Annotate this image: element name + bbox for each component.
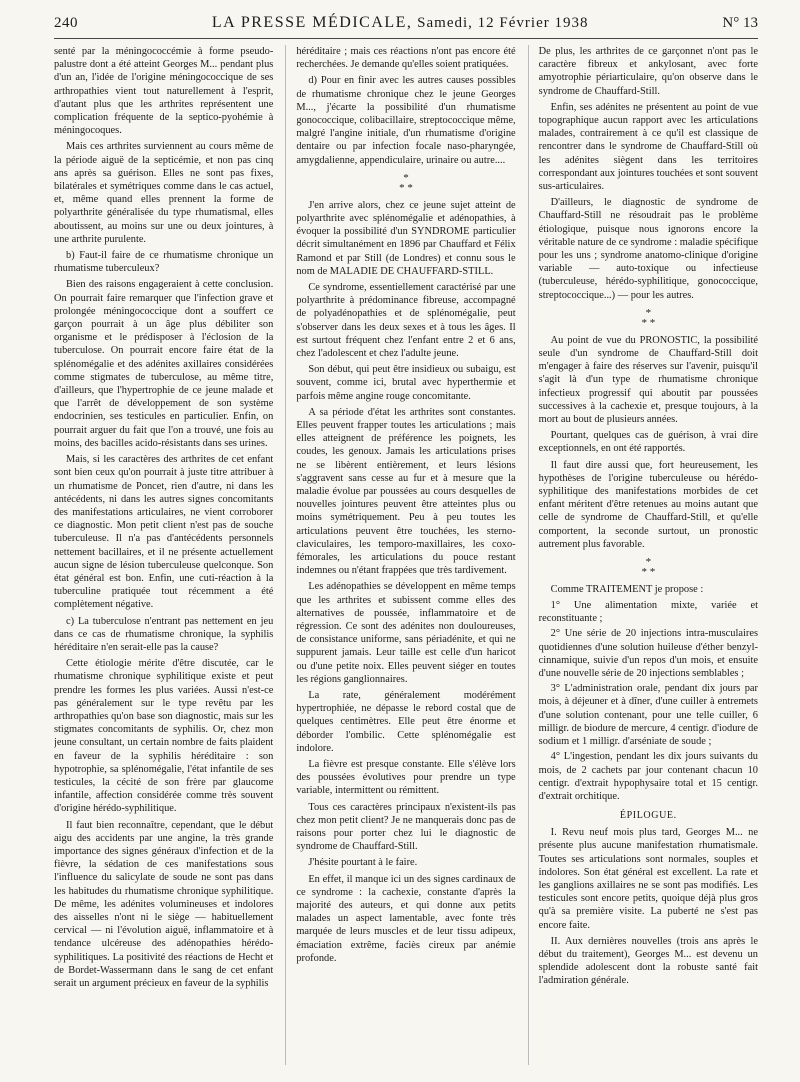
issue-number: N° 13 [722, 15, 758, 31]
paragraph: Ce syndrome, essentiellement caractérisé par une polyarthrite à prédominance fibreuse, accompagné de polyadénopathies et de splénomégalie, peut s'observer dans les deux sexes et à tous les âges. Il est surtout fréquent chez l'enfant entre 2 et 6 ans, chez l'adolescent et chez l'adulte jeune. [296, 281, 516, 359]
journal-title: LA PRESSE MÉDICALE, [211, 14, 413, 31]
treatment-item: 4° L'ingestion, pendant les dix jours suivants du mois, de 2 cachets par jour contenant chacun 10 centigr. d'extrait hypophysaire total et 15 centigr. d'extrait orchitique. [538, 751, 758, 802]
column-1 [54, 45, 273, 1065]
treatment-item: 1° Une alimentation mixte, variée et reconstituante ; [538, 600, 758, 625]
paragraph: Il faut bien reconnaître, cependant, que le début aigu des accidents par une angine, la très grande importance des signes généraux d'infection et de la fièvre, la sédation de ces manifestations sous l'influence du salicylate de soude ne sont pas dans les habitudes du rhumatisme chronique syphilitique. De même, les adénites volumineuses et indolores des aisselles n'ont ni le siège — habituellement cervical — ni l'évolution aiguë, inflammatoire et à tendance ulcéreuse des adénopathies hérédo-syphilitiques. La positivité des réactions de Hecht et de Bordet-Wassermann dans le sang de cet enfant serait un argument précieux en faveur de la syphilis [54, 819, 274, 990]
column-3 [528, 45, 758, 1065]
paragraph: c) La tuberculose n'entrant pas nettement en jeu dans ce cas de rhumatisme chronique, la syphilis héréditaire n'en serait-elle pas la cause? [54, 615, 274, 653]
paragraph: Cette étiologie mérite d'être discutée, car le rhumatisme chronique syphilitique existe et peut prendre les formes les plus variées. Aussi n'est-ce pas généralement sur le type revêtu par les arthropathies qu'on base son diagnostic, mais sur les stigmates concomitants de syphilis. Or, chez mon jeune consultant, un certain nombre de faits plaident en faveur de la syphilis héréditaire : son hypotrophie, sa splénomégalie, l'état infantile de ses testicules, la cécité de son frère par glaucome infantile, affection considérée comme très souvent d'origine hérédo-syphilitique. [54, 658, 274, 815]
paragraph: J'hésite pourtant à le faire. [308, 857, 418, 869]
treatment-item: 2° Une série de 20 injections intra-musculaires quotidiennes d'une solution huileuse d'éther benzyl-cinnamique, suivie d'un repos d'un mois, et ensuite d'une nouvelle série de 20 injections semblables ; [538, 628, 758, 680]
paragraph: I. Revu neuf mois plus tard, Georges M... ne présente plus aucune manifestation rhumatismale. Toutes ses articulations sont normales, souples et indolores. Son état général est excellent. La rate et les ganglions axillaires ne se sont pas modifiés. Les testicules sont encore petits, quoique déjà plus gros qu'à sa première visite. La puberté ne s'est pas encore faite. [538, 827, 758, 931]
article-columns [54, 45, 758, 1065]
paragraph: A sa période d'état les arthrites sont constantes. Elles peuvent frapper toutes les articulations ; mais elles atteignent de préférence les poignets, les coudes, les genoux. Jamais les articulations prises ne se libèrent entièrement, et leurs lésions s'aggravent sans cesse au fur et à mesure que la maladie évolue par poussées au cours desquelles de nouvelles jointures peuvent être atteintes plus ou moins symétriquement. Peu à peu toutes les articulations peuvent être touchées, les sterno-claviculaires, les temporo-maxillaires, les coxo-fémorales, les articulations du pouce restant indemnes ou n'étant frappées que très tardivement. [296, 406, 516, 577]
section-separator-asterism: * * * [399, 171, 413, 195]
section-separator-asterism: * * * [641, 555, 656, 579]
page-number: 240 [54, 15, 78, 31]
paragraph: Pourtant, quelques cas de guérison, à vrai dire exceptionnels, en ont été rapportés. [538, 430, 758, 455]
page-header [54, 14, 758, 39]
paragraph: Au point de vue du PRONOSTIC, la possibilité seule d'un syndrome de Chauffard-Still doit m'engager à faire des réserves sur l'avenir, puisqu'il s'agit là d'un type de rhumatisme chronique infectieux progressif qui aboutit par poussées successives à la cachexie et, presque toujours, à la mort au bout de plusieurs années. [538, 334, 758, 425]
paragraph: Enfin, ses adénites ne présentent au point de vue topographique aucun rapport avec les articulations malades, contrairement à ce qu'il est classique de rencontrer dans le syndrome de Chauffard-Still où les adénites siègent dans les territoires correspondant aux jointures touchées et sont souvent sus-articulaires. [538, 101, 758, 193]
paragraph: b) Faut-il faire de ce rhumatisme chronique un rhumatisme tuberculeux? [54, 250, 274, 275]
section-separator-asterism: * * * [641, 306, 656, 330]
paragraph: Il faut dire aussi que, fort heureusement, les hypothèses de l'origine tuberculeuse ou hérédo-syphilitique des manifestations morbides de cet enfant méritent d'être retenues au moins autant que celle de syndrome de Chauffard-Still, et qu'elle comportent, la seconde surtout, un pronostic autrement plus favorable. [538, 459, 758, 550]
paragraph: En effet, il manque ici un des signes cardinaux de ce syndrome : la cachexie, constante d'après la majorité des auteurs, et qui donne aux petits malades un aspect lamentable, avec fonte très marquée de leurs muscles et de leur tissu adipeux, émaciation extrême, faciès cireux par anémie profonde. [296, 873, 516, 964]
paragraph: De plus, les arthrites de ce garçonnet n'ont pas le caractère fibreux et ankylosant, avec forte amyotrophie périarticulaire, qu'on observe dans le syndrome de Chauffard-Still. [538, 46, 758, 97]
paragraph: II. Aux dernières nouvelles (trois ans après le début du traitement), Georges M... est devenu un splendide adolescent dont la robuste santé fait l'admiration générale. [538, 935, 758, 987]
paragraph: héréditaire ; mais ces réactions n'ont pas encore été recherchées. Je demande qu'elles soient pratiquées. [296, 46, 516, 71]
paragraph: Tous ces caractères principaux n'existent-ils pas chez mon petit client? Je ne manquerais donc pas de raisons pour porter chez lui le diagnostic de syndrome de Chauffard-Still. [296, 801, 516, 853]
paragraph: Bien des raisons engageraient à cette conclusion. On pourrait faire remarquer que l'infection grave et prolongée méningococcique dont a souffert ce garçon pourrait à un âge plus débiliter son organisme et le prédisposer à l'éclosion de la tuberculose. On pourrait encore faire état de la splénomégalie et des adénites axillaires considérées comme stigmates de tuberculose, au même titre, d'ailleurs, que l'hypertrophie de ce jeune malade et que l'arrêt de développement de son système endocrinien, ses testicules en particulier. Enfin, on pourrait arguer du fait que l'on a trouvé, une fois au moins, des bacilles acido-résistants dans ses urines. [54, 279, 274, 449]
column-2 [285, 45, 515, 1065]
paragraph: J'en arrive alors, chez ce jeune sujet atteint de polyarthrite avec splénomégalie et adénopathies, à évoquer la possibilité d'un SYNDROME particulier décrit simultanément en 1896 par Chauffard et Félix Ramond et par Still (de Londres) et connu sous le nom de MALADIE DE CHAUFFARD-STILL. [296, 199, 516, 277]
treatment-intro: Comme TRAITEMENT je propose : [550, 583, 704, 595]
paragraph: La rate, généralement modérément hypertrophiée, ne dépasse le rebord costal que de quelques centimètres. Elle peut être énorme et déborder l'ombilic. Cette splénomégalie est indolore. [296, 690, 516, 754]
paragraph: Mais ces arthrites surviennent au cours même de la période aiguë de la septicémie, et non pas cinq ans après sa guérison. Elles ne sont pas fixes, bilatérales et symétriques comme dans le cas actuel, et, même quand elles prennent la forme de polyarthrite généralisée du type rhumatismal, elles aboutissent, au moins sur une ou deux jointures, à une arthrite purulente. [54, 141, 274, 245]
issue-date: Samedi, 12 Février 1938 [417, 15, 589, 31]
treatment-item: 3° L'administration orale, pendant dix jours par mois, à déjeuner et à dîner, d'une cuiller à entremets d'une solution contenant, pour une telle cuiller, 6 milligr. de biodure de mercure, 4 centigr. d'iodure de sodium et 1 milligr. d'arséniate de soude ; [538, 683, 758, 748]
paragraph: Les adénopathies se développent en même temps que les arthrites et subissent comme elles des alternatives de poussée, inflammatoire et de régression. Ce sont des adénites non douloureuses, de consistance uniforme, sans périadénite, et qui ne suppurent jamais. Leur taille est celle d'un haricot ou d'une petite noix. Elles peuvent siéger en toutes les régions ganglionnaires. [296, 581, 516, 685]
paragraph: d) Pour en finir avec les autres causes possibles de rhumatisme chronique chez le jeune Georges M..., j'écarte la possibilité d'un rhumatisme gonococcique, colibacillaire, streptococcique même, malgré l'angine initiale, d'un rhumatisme d'origine dentaire ou par infection focale naso-pharyngée, amygdalienne, appendiculaire, urinaire ou autre.... [296, 75, 516, 166]
paragraph: La fièvre est presque constante. Elle s'élève lors des poussées évolutives pour prendre un type variable, intermittent ou rémittent. [296, 759, 516, 797]
paragraph: senté par la méningococcémie à forme pseudo-palustre dont a été atteint Georges M... pendant plus d'un an, l'idée de l'origine méningococcique de ses arthropathies vient tout naturellement à l'esprit, d'autant plus que les arthrites représentent une complication fréquente de la septico-pyohémie à méningocoques. [54, 46, 274, 137]
paragraph: Son début, qui peut être insidieux ou subaigu, est souvent, comme ici, brutal avec hyperthermie et parfois même angine rouge concomitante. [296, 364, 516, 402]
paragraph: Mais, si les caractères des arthrites de cet enfant sont bien ceux qu'on pourrait à juste titre attribuer à un rhumatisme de Poncet, rien d'autre, ni dans les antécédents, ni dans les autres signes concomitants des manifestations articulaires, ne vient corroborer ce diagnostic. Mon petit client n'est pas de souche tuberculeuse. Il n'a pas d'antécédents personnels nettement bacillaires, et il ne présente actuellement aucun signe de lésion tuberculeuse quelconque. Son état général est bon. Enfin, une cuti-réaction à la tuberculine pratiquée tout récemment a été complètement négative. [54, 454, 274, 611]
paragraph: D'ailleurs, le diagnostic de syndrome de Chauffard-Still ne résoudrait pas le problème étiologique, puisque nous ignorons encore la véritable nature de ce syndrome : maladie spécifique pour les uns ; syndrome anatomo-clinique d'origine variable — auto-toxique ou infectieuse (tuberculeuse, hérédo-syphilitique, gonococcique, streptococcique...) — pour les autres. [538, 197, 758, 301]
epilogue-heading: ÉPILOGUE. [619, 810, 677, 822]
masthead [212, 14, 589, 32]
treatment-list [539, 599, 758, 803]
